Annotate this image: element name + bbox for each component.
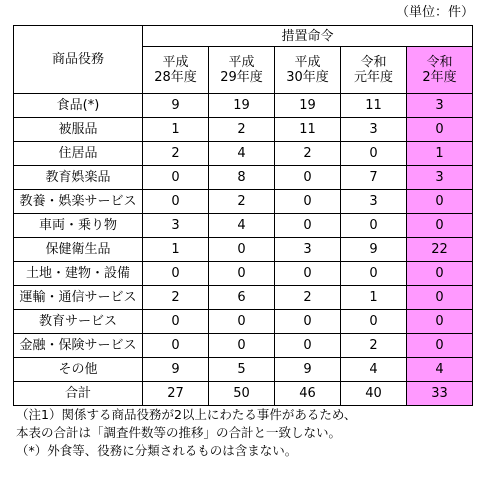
value-cell: 9 xyxy=(341,238,407,262)
value-cell: 19 xyxy=(275,94,341,118)
row-label: 教育サービス xyxy=(14,310,143,334)
year-header-highlighted: 令和 2年度 xyxy=(407,47,473,94)
value-cell-highlighted: 0 xyxy=(407,214,473,238)
unit-label: （単位：件） xyxy=(395,5,474,20)
row-label: 食品(*) xyxy=(14,94,143,118)
value-cell: 0 xyxy=(143,334,209,358)
year-header: 平成 28年度 xyxy=(143,47,209,94)
value-cell: 3 xyxy=(275,238,341,262)
value-cell: 8 xyxy=(209,166,275,190)
year-header: 平成 30年度 xyxy=(275,47,341,94)
value-cell: 27 xyxy=(143,382,209,406)
table-row xyxy=(14,358,473,382)
value-cell: 0 xyxy=(143,190,209,214)
value-cell-highlighted: 0 xyxy=(407,118,473,142)
table-row xyxy=(14,166,473,190)
value-cell: 0 xyxy=(275,214,341,238)
value-cell: 2 xyxy=(209,190,275,214)
value-cell: 4 xyxy=(209,214,275,238)
value-cell: 0 xyxy=(275,190,341,214)
value-cell-highlighted: 0 xyxy=(407,262,473,286)
value-cell: 0 xyxy=(209,262,275,286)
value-cell: 5 xyxy=(209,358,275,382)
value-cell: 0 xyxy=(209,238,275,262)
value-cell: 0 xyxy=(341,214,407,238)
row-label: 被服品 xyxy=(14,118,143,142)
table-row xyxy=(14,118,473,142)
value-cell: 46 xyxy=(275,382,341,406)
table-row xyxy=(14,334,473,358)
value-cell: 1 xyxy=(143,238,209,262)
value-cell: 0 xyxy=(341,262,407,286)
year-header: 平成 29年度 xyxy=(209,47,275,94)
row-label: 車両・乗り物 xyxy=(14,214,143,238)
table-row xyxy=(14,94,473,118)
row-label: その他 xyxy=(14,358,143,382)
value-cell: 0 xyxy=(341,142,407,166)
total-row xyxy=(14,382,473,406)
value-cell: 6 xyxy=(209,286,275,310)
value-cell-highlighted: 4 xyxy=(407,358,473,382)
footnote-line: （注1）関係する商品役務が2以上にわたる事件があるため、 xyxy=(16,407,357,422)
value-cell: 0 xyxy=(341,310,407,334)
value-cell-highlighted: 3 xyxy=(407,166,473,190)
row-label: 教育娯楽品 xyxy=(14,166,143,190)
value-cell-highlighted: 0 xyxy=(407,310,473,334)
value-cell: 0 xyxy=(275,310,341,334)
table-row xyxy=(14,286,473,310)
table-row xyxy=(14,214,473,238)
value-cell: 9 xyxy=(143,358,209,382)
value-cell: 2 xyxy=(275,286,341,310)
table-row xyxy=(14,310,473,334)
footnote-line: （*）外食等、役務に分類されるものは含まない。 xyxy=(16,443,298,458)
year-header: 令和 元年度 xyxy=(341,47,407,94)
table-row xyxy=(14,190,473,214)
value-cell: 7 xyxy=(341,166,407,190)
value-cell: 0 xyxy=(143,310,209,334)
value-cell: 3 xyxy=(341,190,407,214)
footnote-line: 本表の合計は「調査件数等の推移」の合計と一致しない。 xyxy=(16,425,342,440)
value-cell: 1 xyxy=(143,118,209,142)
value-cell: 3 xyxy=(341,118,407,142)
value-cell: 9 xyxy=(275,358,341,382)
row-label: 教養・娯楽サービス xyxy=(14,190,143,214)
value-cell-highlighted: 0 xyxy=(407,286,473,310)
row-label: 住居品 xyxy=(14,142,143,166)
value-cell: 40 xyxy=(341,382,407,406)
value-cell: 2 xyxy=(341,334,407,358)
value-cell: 9 xyxy=(143,94,209,118)
value-cell: 0 xyxy=(209,310,275,334)
value-cell: 3 xyxy=(143,214,209,238)
value-cell: 0 xyxy=(275,334,341,358)
value-cell: 4 xyxy=(341,358,407,382)
value-cell: 2 xyxy=(143,286,209,310)
header-row-group xyxy=(14,26,473,47)
value-cell: 0 xyxy=(275,166,341,190)
table-row xyxy=(14,238,473,262)
value-cell: 19 xyxy=(209,94,275,118)
value-cell-highlighted: 3 xyxy=(407,94,473,118)
row-label: 金融・保険サービス xyxy=(14,334,143,358)
value-cell: 0 xyxy=(143,262,209,286)
value-cell-highlighted: 33 xyxy=(407,382,473,406)
value-cell: 50 xyxy=(209,382,275,406)
row-label: 合計 xyxy=(14,382,143,406)
measure-group-header: 措置命令 xyxy=(143,26,473,47)
value-cell: 0 xyxy=(275,262,341,286)
table-row xyxy=(14,142,473,166)
value-cell: 2 xyxy=(143,142,209,166)
row-label: 運輸・通信サービス xyxy=(14,286,143,310)
value-cell: 2 xyxy=(209,118,275,142)
value-cell-highlighted: 0 xyxy=(407,334,473,358)
row-label: 土地・建物・設備 xyxy=(14,262,143,286)
value-cell: 11 xyxy=(341,94,407,118)
value-cell: 4 xyxy=(209,142,275,166)
table-row xyxy=(14,262,473,286)
value-cell: 1 xyxy=(341,286,407,310)
value-cell-highlighted: 0 xyxy=(407,190,473,214)
footnotes xyxy=(16,406,356,460)
value-cell: 0 xyxy=(209,334,275,358)
value-cell-highlighted: 1 xyxy=(407,142,473,166)
value-cell: 0 xyxy=(143,166,209,190)
value-cell: 2 xyxy=(275,142,341,166)
row-label: 保健衛生品 xyxy=(14,238,143,262)
category-header: 商品役務 xyxy=(14,26,143,94)
value-cell: 11 xyxy=(275,118,341,142)
measures-table xyxy=(13,25,473,406)
value-cell-highlighted: 22 xyxy=(407,238,473,262)
